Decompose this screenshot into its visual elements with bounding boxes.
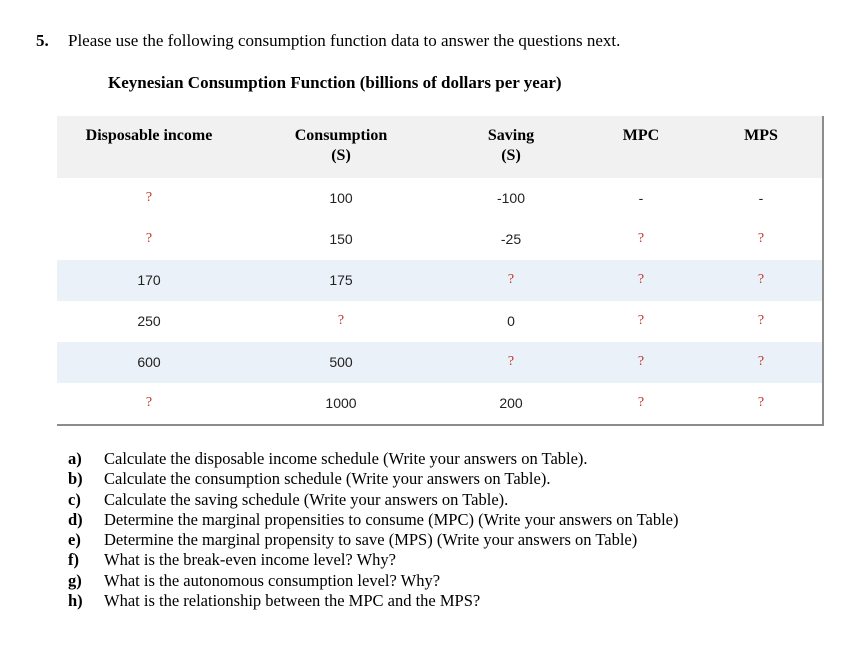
header-mpc bbox=[581, 126, 701, 146]
table-title: Keynesian Consumption Function (billions of dollars per year) bbox=[108, 73, 562, 92]
cell-saving: ? bbox=[507, 272, 515, 287]
cell-disposable-income: 250 bbox=[137, 313, 161, 329]
cell-consumption: 175 bbox=[329, 272, 353, 288]
item-letter: f) bbox=[68, 550, 79, 570]
header-consumption-unit: (S) bbox=[331, 147, 351, 164]
header-consumption-label: Consumption bbox=[294, 127, 388, 144]
cell-mps: ? bbox=[757, 231, 765, 246]
question-prompt: Please use the following consumption function data to answer the questions next. bbox=[68, 31, 621, 50]
list-item bbox=[68, 571, 678, 591]
header-saving-label: Saving bbox=[487, 127, 535, 144]
table-row bbox=[57, 260, 822, 301]
cell-saving: ? bbox=[507, 354, 515, 369]
table-row bbox=[57, 301, 822, 342]
header-disposable-income-label: Disposable income bbox=[85, 127, 213, 144]
header-mps bbox=[701, 126, 821, 146]
cell-saving: -100 bbox=[496, 190, 526, 206]
cell-consumption: ? bbox=[337, 313, 345, 328]
item-letter: b) bbox=[68, 469, 83, 489]
table-row bbox=[57, 178, 822, 219]
table-row bbox=[57, 342, 822, 383]
list-item bbox=[68, 591, 678, 611]
item-text: Calculate the saving schedule (Write your answers on Table). bbox=[104, 489, 509, 509]
header-mps-label: MPS bbox=[744, 127, 778, 144]
cell-saving: 200 bbox=[499, 395, 523, 411]
table-row bbox=[57, 219, 822, 260]
list-item bbox=[68, 530, 678, 550]
table-row bbox=[57, 383, 822, 424]
list-item bbox=[68, 550, 678, 570]
cell-mps: - bbox=[758, 190, 764, 206]
header-saving bbox=[441, 126, 581, 166]
cell-mpc: ? bbox=[637, 313, 645, 328]
consumption-table bbox=[57, 116, 824, 426]
question-list bbox=[68, 449, 678, 611]
cell-mpc: ? bbox=[637, 231, 645, 246]
item-text: Determine the marginal propensities to consume (MPC) (Write your answers on Table) bbox=[104, 509, 679, 529]
item-letter: h) bbox=[68, 591, 83, 611]
cell-consumption: 150 bbox=[329, 231, 353, 247]
cell-consumption: 100 bbox=[329, 190, 353, 206]
header-mpc-label: MPC bbox=[622, 127, 660, 144]
cell-consumption: 1000 bbox=[325, 395, 357, 411]
cell-mps: ? bbox=[757, 354, 765, 369]
item-letter: d) bbox=[68, 509, 83, 529]
header-disposable-income bbox=[57, 126, 241, 146]
item-text: Determine the marginal propensity to save (MPS) (Write your answers on Table) bbox=[104, 530, 638, 550]
cell-consumption: 500 bbox=[329, 354, 353, 370]
cell-mps: ? bbox=[757, 313, 765, 328]
item-letter: e) bbox=[68, 530, 81, 550]
cell-mpc: - bbox=[638, 190, 644, 206]
item-letter: c) bbox=[68, 489, 81, 509]
question-number: 5. bbox=[36, 31, 49, 50]
list-item bbox=[68, 469, 678, 489]
cell-disposable-income: ? bbox=[145, 231, 153, 246]
list-item bbox=[68, 510, 678, 530]
header-consumption bbox=[241, 126, 441, 166]
header-saving-unit: (S) bbox=[501, 147, 521, 164]
cell-mps: ? bbox=[757, 272, 765, 287]
item-text: What is the relationship between the MPC and the MPS? bbox=[104, 591, 481, 611]
item-letter: a) bbox=[68, 449, 82, 468]
table-header-row bbox=[57, 116, 822, 178]
item-text: What is the break-even income level? Why? bbox=[104, 550, 396, 570]
cell-saving: 0 bbox=[507, 313, 515, 329]
list-item bbox=[68, 449, 678, 469]
item-text: What is the autonomous consumption level? Why? bbox=[104, 570, 441, 590]
cell-mpc: ? bbox=[637, 272, 645, 287]
cell-mpc: ? bbox=[637, 354, 645, 369]
cell-mpc: ? bbox=[637, 395, 645, 410]
list-item bbox=[68, 490, 678, 510]
item-text: Calculate the consumption schedule (Write your answers on Table). bbox=[104, 469, 551, 489]
cell-disposable-income: ? bbox=[145, 395, 153, 410]
item-text: Calculate the disposable income schedule (Write your answers on Table). bbox=[104, 449, 588, 468]
cell-disposable-income: 600 bbox=[137, 354, 161, 370]
cell-disposable-income: 170 bbox=[137, 272, 161, 288]
item-letter: g) bbox=[68, 570, 82, 590]
cell-mps: ? bbox=[757, 395, 765, 410]
cell-disposable-income: ? bbox=[145, 190, 153, 205]
cell-saving: -25 bbox=[500, 231, 522, 247]
